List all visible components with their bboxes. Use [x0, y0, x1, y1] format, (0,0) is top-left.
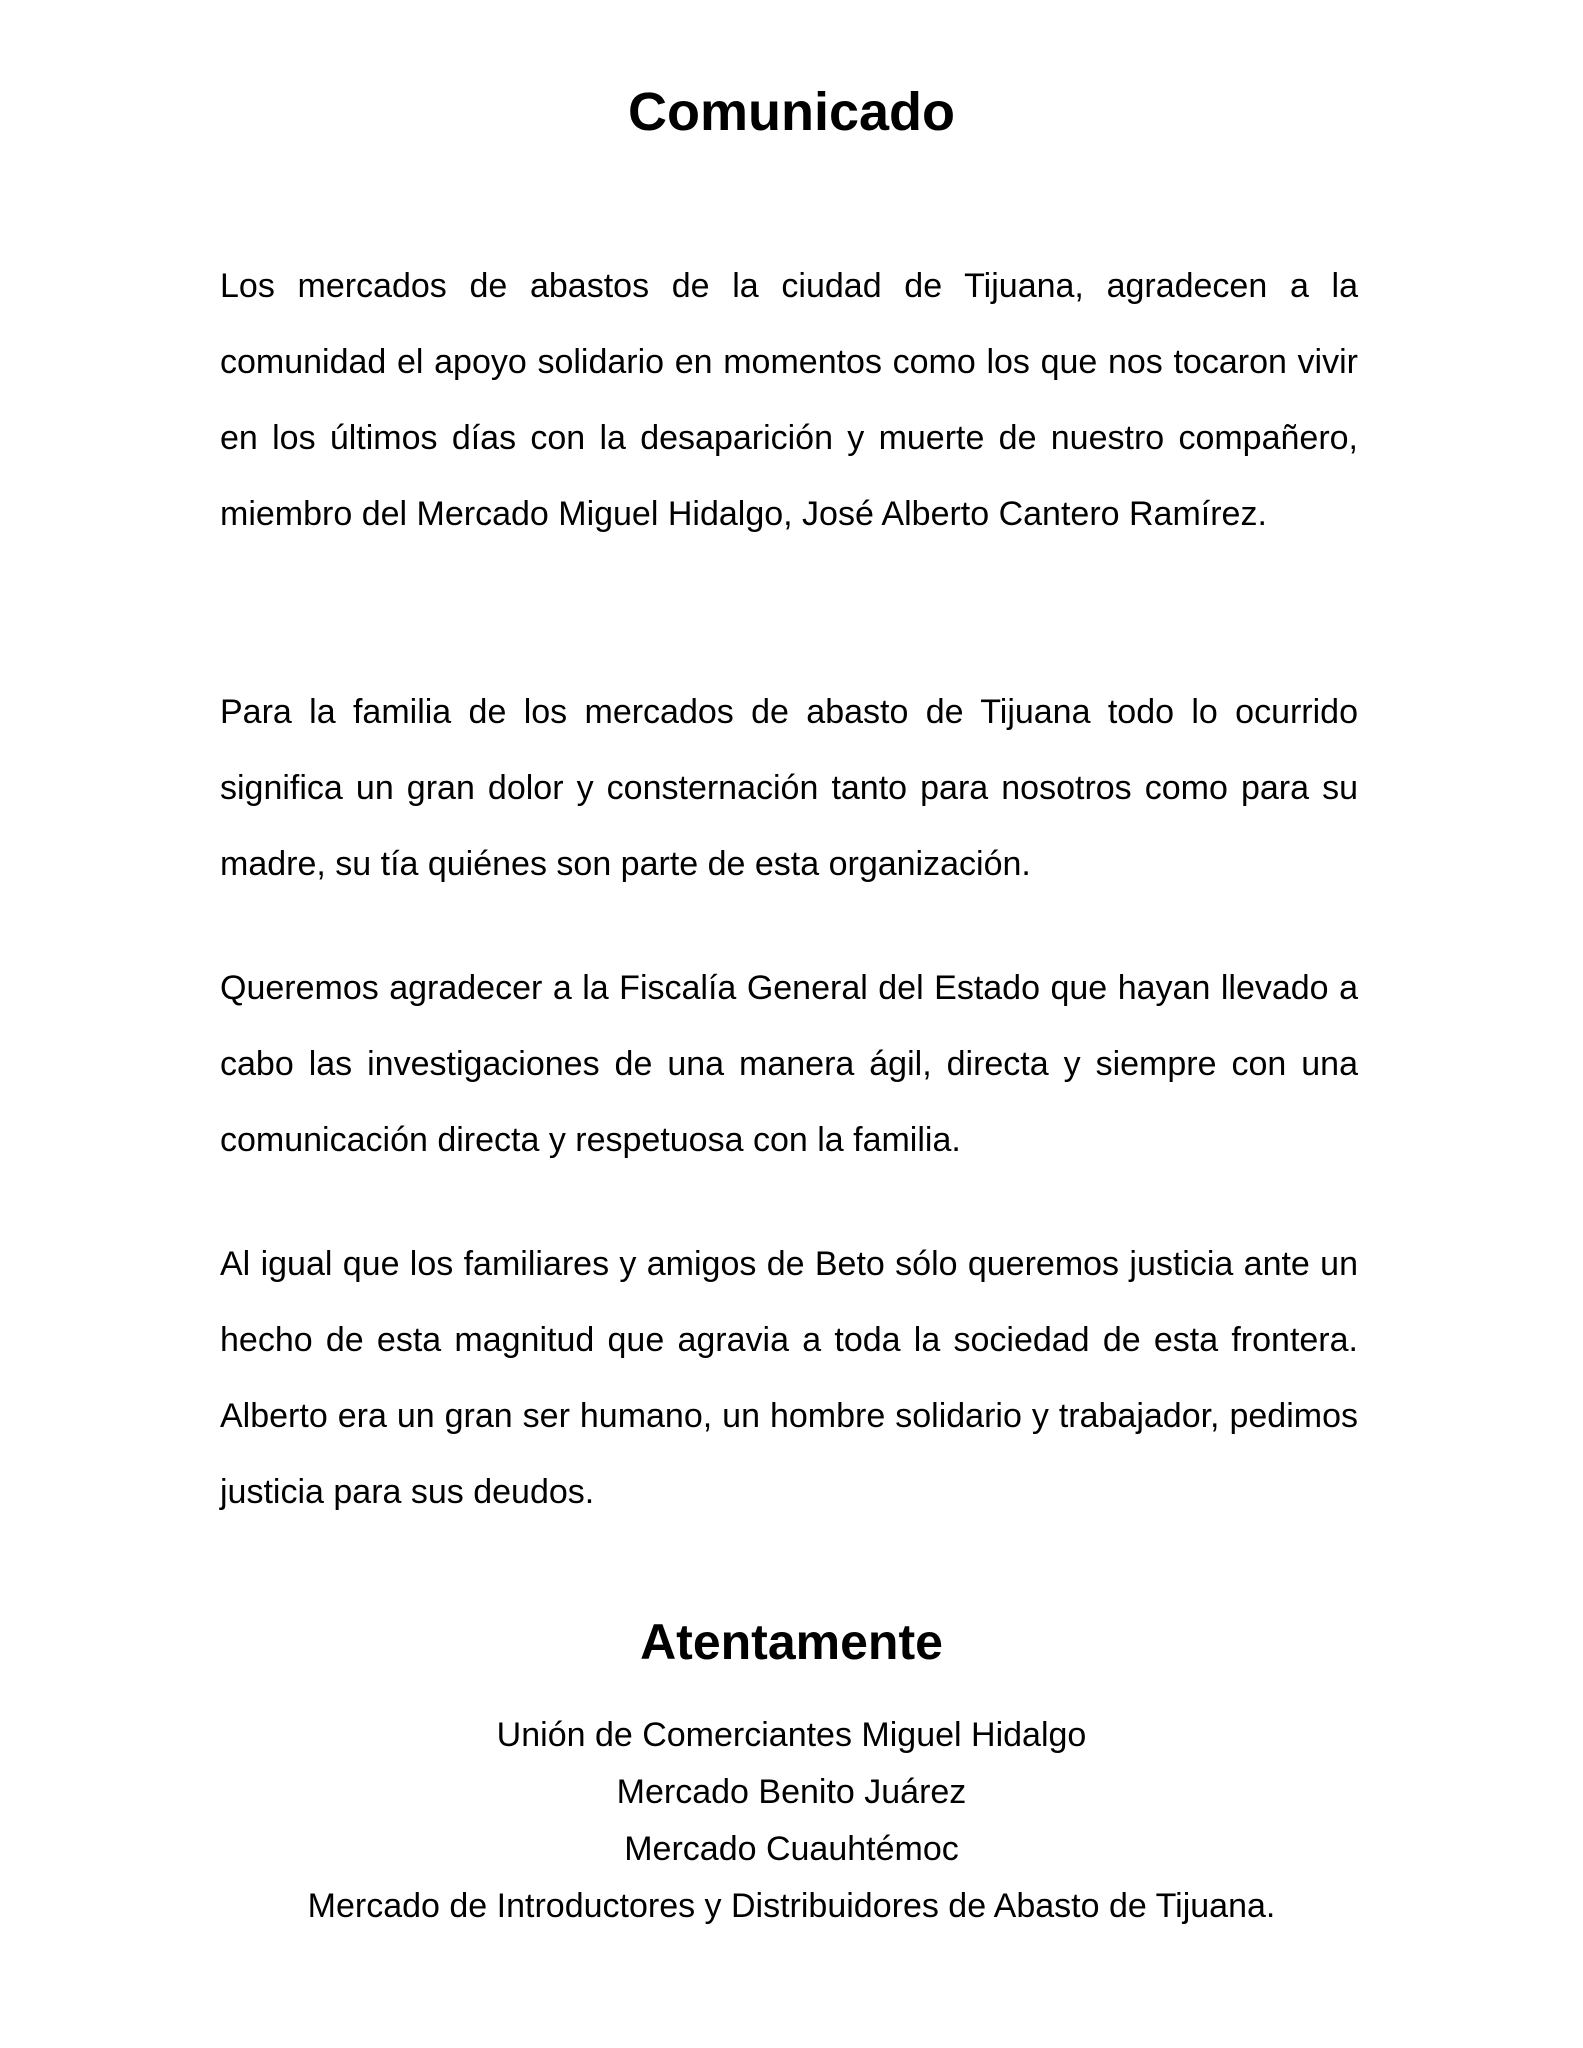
closing-heading: Atentamente: [640, 1614, 943, 1670]
signatory-union-miguel-hidalgo: Unión de Comerciantes Miguel Hidalgo: [496, 1716, 1087, 1754]
signatories-list: [0, 1707, 1583, 1935]
paragraph-justice: Al igual que los familiares y amigos de Beto sólo queremos justicia ante un hecho de esta magnitud que agravia a toda la sociedad de esta frontera. Alberto era un gran ser humano, un hombre solidario y trabajador, pedimos justicia para sus deudos.: [220, 1245, 1358, 1511]
paragraph-family: Para la familia de los mercados de abasto de Tijuana todo lo ocurrido significa un gran dolor y consternación tanto para nosotros como para su madre, su tía quiénes son parte de esta organización.: [220, 693, 1358, 883]
paragraph-gratitude: Los mercados de abastos de la ciudad de Tijuana, agradecen a la comunidad el apoyo solidario en momentos como los que nos tocaron vivir en los últimos días con la desaparición y muerte de nuestro compañero, miembro del Mercado Miguel Hidalgo, José Alberto Cantero Ramírez.: [220, 267, 1358, 533]
signatory-mercado-cuauhtemoc: Mercado Cuauhtémoc: [624, 1830, 959, 1868]
signatory-mercado-benito-juarez: Mercado Benito Juárez: [616, 1773, 967, 1811]
document-title: Comunicado: [627, 82, 955, 142]
signatory-mercado-introductores: Mercado de Introductores y Distribuidores de Abasto de Tijuana.: [307, 1887, 1276, 1925]
paragraph-fiscalia: Queremos agradecer a la Fiscalía General del Estado que hayan llevado a cabo las investigaciones de una manera ágil, directa y siempre con una comunicación directa y respetuosa con la familia.: [220, 969, 1358, 1159]
